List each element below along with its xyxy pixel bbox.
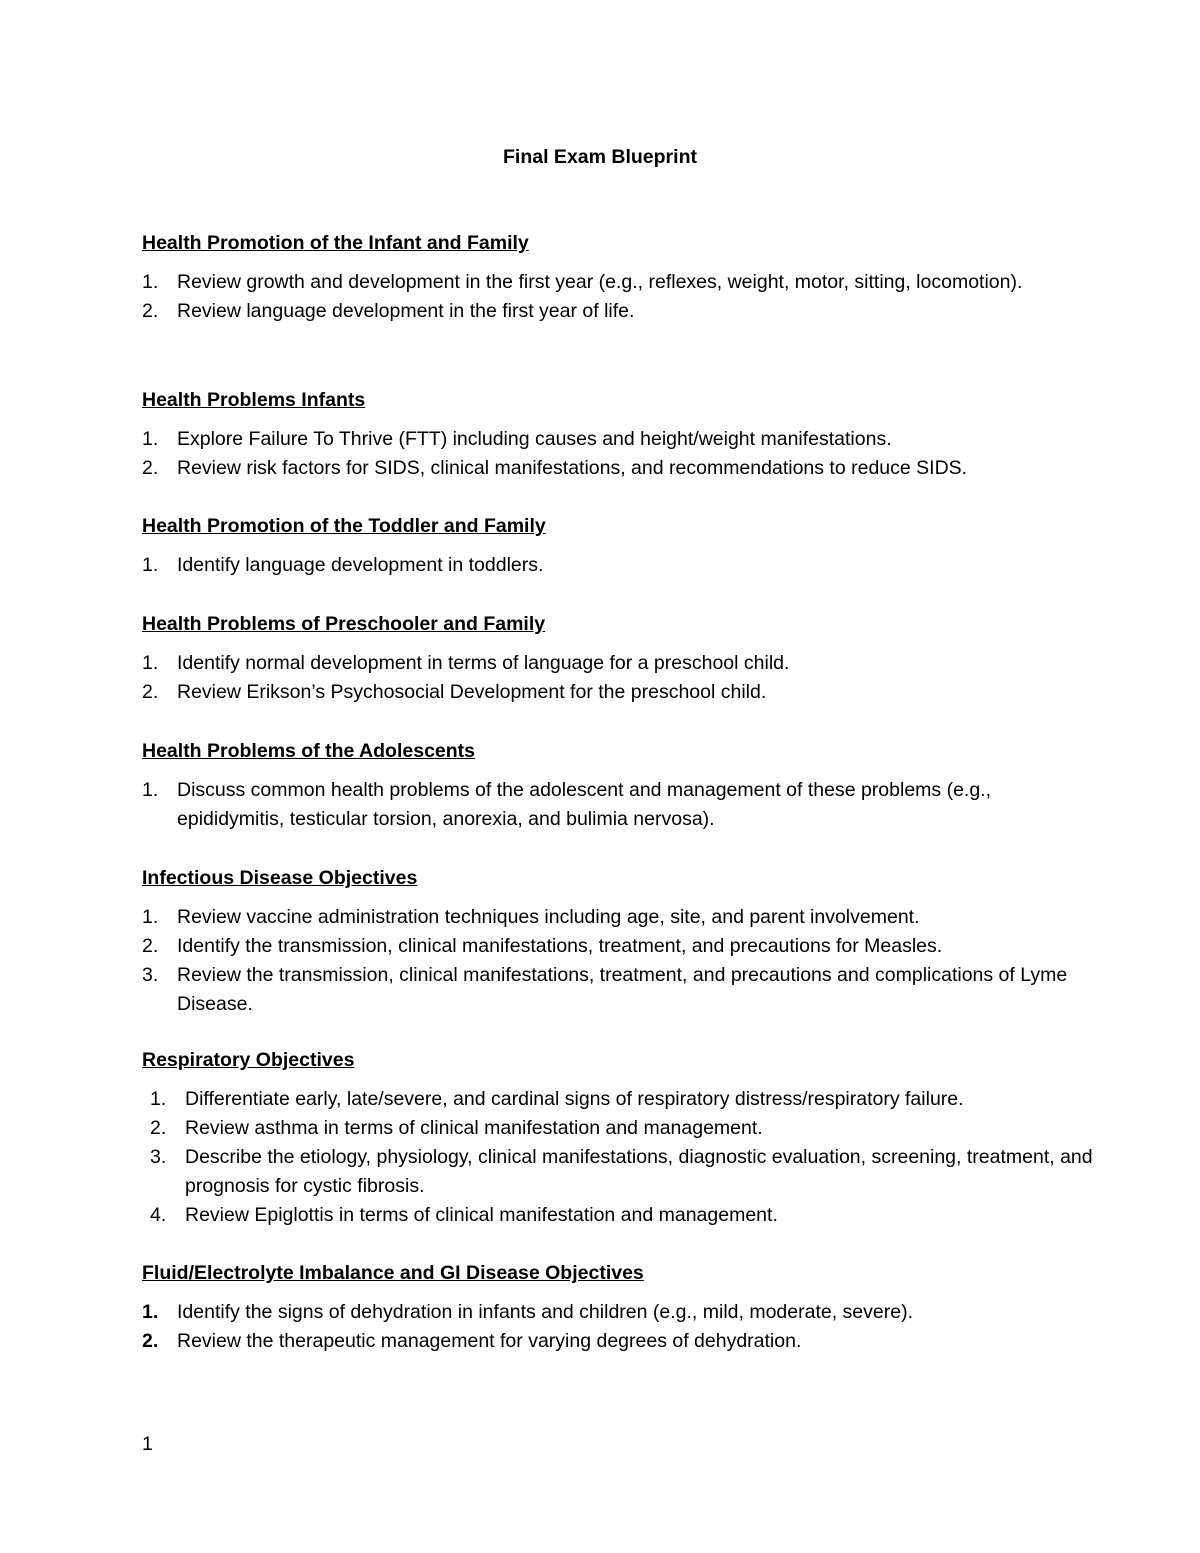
item-text: Identify normal development in terms of language for a preschool child. bbox=[177, 652, 790, 674]
item-text: Explore Failure To Thrive (FTT) including causes and height/weight manifestations. bbox=[177, 428, 892, 450]
item-number: 1. bbox=[142, 1301, 159, 1323]
section-heading: Health Problems of the Adolescents bbox=[142, 740, 476, 762]
item-number: 1. bbox=[150, 1088, 167, 1110]
list-item bbox=[142, 1085, 1102, 1114]
item-number: 3. bbox=[150, 1146, 167, 1168]
section-infant-health-promotion bbox=[142, 229, 1102, 326]
list-item bbox=[142, 903, 1102, 932]
objective-list bbox=[142, 425, 1102, 483]
item-text: Review the transmission, clinical manifestations, treatment, and precautions and complications of Lyme Disease. bbox=[177, 964, 1068, 1015]
page-number: 1 bbox=[142, 1433, 153, 1455]
objective-list bbox=[142, 1298, 1102, 1356]
item-text: Review the therapeutic management for varying degrees of dehydration. bbox=[177, 1330, 802, 1352]
item-text: Review Erikson’s Psychosocial Development for the preschool child. bbox=[177, 681, 767, 703]
item-number: 2. bbox=[142, 457, 159, 479]
section-fluid-electrolyte-gi bbox=[142, 1259, 1102, 1356]
section-heading: Health Promotion of the Toddler and Family bbox=[142, 515, 546, 537]
list-item bbox=[142, 1327, 1102, 1356]
section-adolescent-health-problems bbox=[142, 737, 1102, 834]
list-item bbox=[142, 1143, 1102, 1201]
section-preschooler-health-problems bbox=[142, 610, 1102, 707]
item-text: Identify language development in toddlers. bbox=[177, 554, 544, 576]
item-text: Differentiate early, late/severe, and cardinal signs of respiratory distress/respiratory failure. bbox=[185, 1088, 964, 1110]
item-number: 1. bbox=[142, 271, 159, 293]
item-number: 2. bbox=[142, 1330, 159, 1352]
section-heading: Respiratory Objectives bbox=[142, 1049, 355, 1071]
item-text: Review Epiglottis in terms of clinical manifestation and management. bbox=[185, 1204, 778, 1226]
list-item bbox=[142, 649, 1102, 678]
list-item bbox=[142, 1114, 1102, 1143]
section-heading: Health Problems of Preschooler and Family bbox=[142, 613, 546, 635]
item-number: 1. bbox=[142, 428, 159, 450]
item-number: 1. bbox=[142, 652, 159, 674]
list-item bbox=[142, 932, 1102, 961]
item-number: 3. bbox=[142, 964, 159, 986]
objective-list bbox=[142, 649, 1102, 707]
section-infectious-disease bbox=[142, 864, 1102, 1019]
section-respiratory bbox=[142, 1046, 1102, 1230]
list-item bbox=[142, 678, 1102, 707]
section-infant-health-problems bbox=[142, 386, 1102, 483]
objective-list bbox=[142, 551, 1102, 580]
list-item bbox=[142, 961, 1102, 1019]
item-text: Review vaccine administration techniques including age, site, and parent involvement. bbox=[177, 906, 920, 928]
objective-list bbox=[142, 1085, 1102, 1230]
list-item bbox=[142, 425, 1102, 454]
list-item bbox=[142, 268, 1102, 297]
objective-list bbox=[142, 903, 1102, 1019]
list-item bbox=[142, 1298, 1102, 1327]
section-toddler-health-promotion bbox=[142, 512, 1102, 580]
item-text: Review language development in the first year of life. bbox=[177, 300, 635, 322]
item-text: Discuss common health problems of the adolescent and management of these problems (e.g., epididymitis, testicular torsion, anorexia, and bulimia nervosa). bbox=[177, 779, 992, 830]
item-number: 1. bbox=[142, 906, 159, 928]
item-number: 4. bbox=[150, 1204, 167, 1226]
objective-list bbox=[142, 268, 1102, 326]
objective-list bbox=[142, 776, 1102, 834]
item-text: Describe the etiology, physiology, clinical manifestations, diagnostic evaluation, screening, treatment, and prognosis for cystic fibrosis. bbox=[185, 1146, 1093, 1197]
item-text: Identify the transmission, clinical manifestations, treatment, and precautions for Measles. bbox=[177, 935, 943, 957]
item-number: 2. bbox=[142, 935, 159, 957]
list-item bbox=[142, 776, 1102, 834]
section-heading: Health Promotion of the Infant and Family bbox=[142, 232, 529, 254]
item-text: Review growth and development in the first year (e.g., reflexes, weight, motor, sitting, locomotion). bbox=[177, 271, 1023, 293]
list-item bbox=[142, 1201, 1102, 1230]
item-text: Identify the signs of dehydration in infants and children (e.g., mild, moderate, severe). bbox=[177, 1301, 913, 1323]
section-heading: Fluid/Electrolyte Imbalance and GI Disease Objectives bbox=[142, 1262, 644, 1284]
section-heading: Health Problems Infants bbox=[142, 389, 366, 411]
item-number: 2. bbox=[150, 1117, 167, 1139]
list-item bbox=[142, 454, 1102, 483]
item-number: 2. bbox=[142, 681, 159, 703]
item-number: 1. bbox=[142, 779, 159, 801]
list-item bbox=[142, 551, 1102, 580]
item-number: 1. bbox=[142, 554, 159, 576]
list-item bbox=[142, 297, 1102, 326]
item-text: Review asthma in terms of clinical manifestation and management. bbox=[185, 1117, 763, 1139]
section-heading: Infectious Disease Objectives bbox=[142, 867, 418, 889]
item-number: 2. bbox=[142, 300, 159, 322]
item-text: Review risk factors for SIDS, clinical manifestations, and recommendations to reduce SIDS. bbox=[177, 457, 968, 479]
page-title: Final Exam Blueprint bbox=[503, 146, 697, 168]
